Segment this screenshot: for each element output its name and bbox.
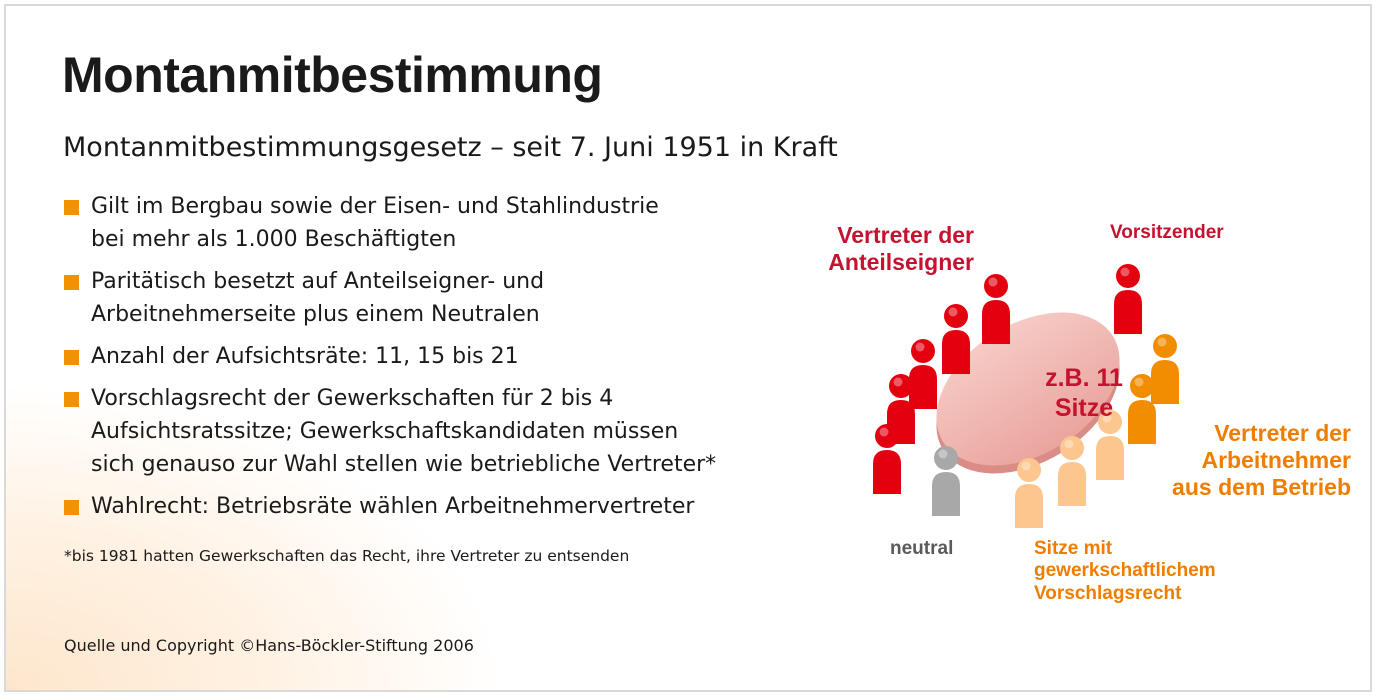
chair-figure	[1114, 264, 1142, 334]
footnote: *bis 1981 hatten Gewerkschaften das Recht, ihre Vertreter zu entsenden	[64, 547, 630, 565]
bullet-text: Aufsichtsratssitze; Gewerkschaftskandidaten müssen	[91, 419, 679, 444]
employee-figure	[1151, 334, 1179, 404]
shareholder-figure	[942, 304, 970, 374]
shareholder-figure	[873, 424, 901, 494]
bullet-text: Arbeitnehmerseite plus einem Neutralen	[91, 302, 540, 327]
bullet-square-icon	[64, 200, 79, 215]
infographic-card	[4, 4, 1372, 692]
bullet-list	[63, 190, 763, 532]
page-title: Montanmitbestimmung	[62, 47, 603, 103]
shareholder-figure	[982, 274, 1010, 344]
label-vorsitzender: Vorsitzender	[1110, 222, 1224, 243]
label-gewerkschaft: Sitze mit gewerkschaftlichem Vorschlagsrecht	[1034, 538, 1216, 604]
bullet-text: Vorschlagsrecht der Gewerkschaften für 2 bis 4	[91, 386, 614, 411]
board-diagram	[766, 186, 1376, 626]
bullet-square-icon	[64, 350, 79, 365]
shareholder-figure	[909, 339, 937, 409]
table-seat-label: z.B. 11 Sitze	[1045, 364, 1123, 422]
bullet-text: sich genauso zur Wahl stellen wie betriebliche Vertreter*	[91, 452, 717, 477]
label-anteilseigner: Vertreter der Anteilseigner	[828, 222, 974, 276]
bullet-text: Anzahl der Aufsichtsräte: 11, 15 bis 21	[91, 344, 519, 369]
bullet-square-icon	[64, 275, 79, 290]
bullet-item	[63, 340, 763, 373]
union-seat-figure	[1058, 436, 1086, 506]
label-arbeitnehmer: Vertreter der Arbeitnehmer aus dem Betrieb	[1172, 420, 1351, 501]
page-subtitle: Montanmitbestimmungsgesetz – seit 7. Juni 1951 in Kraft	[63, 132, 838, 163]
bullet-item	[63, 490, 763, 523]
union-seat-figure	[1015, 458, 1043, 528]
bullet-item	[63, 265, 763, 331]
bullet-square-icon	[64, 500, 79, 515]
bullet-text: Wahlrecht: Betriebsräte wählen Arbeitnehmervertreter	[91, 494, 695, 519]
bullet-item	[63, 382, 763, 481]
bullet-text: Gilt im Bergbau sowie der Eisen- und Stahlindustrie	[91, 194, 659, 219]
label-neutral: neutral	[890, 538, 954, 559]
bullet-square-icon	[64, 392, 79, 407]
bullet-text: bei mehr als 1.000 Beschäftigten	[91, 227, 457, 252]
bullet-text: Paritätisch besetzt auf Anteilseigner- und	[91, 269, 545, 294]
source-copyright: Quelle und Copyright ©Hans-Böckler-Stiftung 2006	[64, 636, 474, 655]
neutral-figure	[932, 446, 960, 516]
bullet-item	[63, 190, 763, 256]
